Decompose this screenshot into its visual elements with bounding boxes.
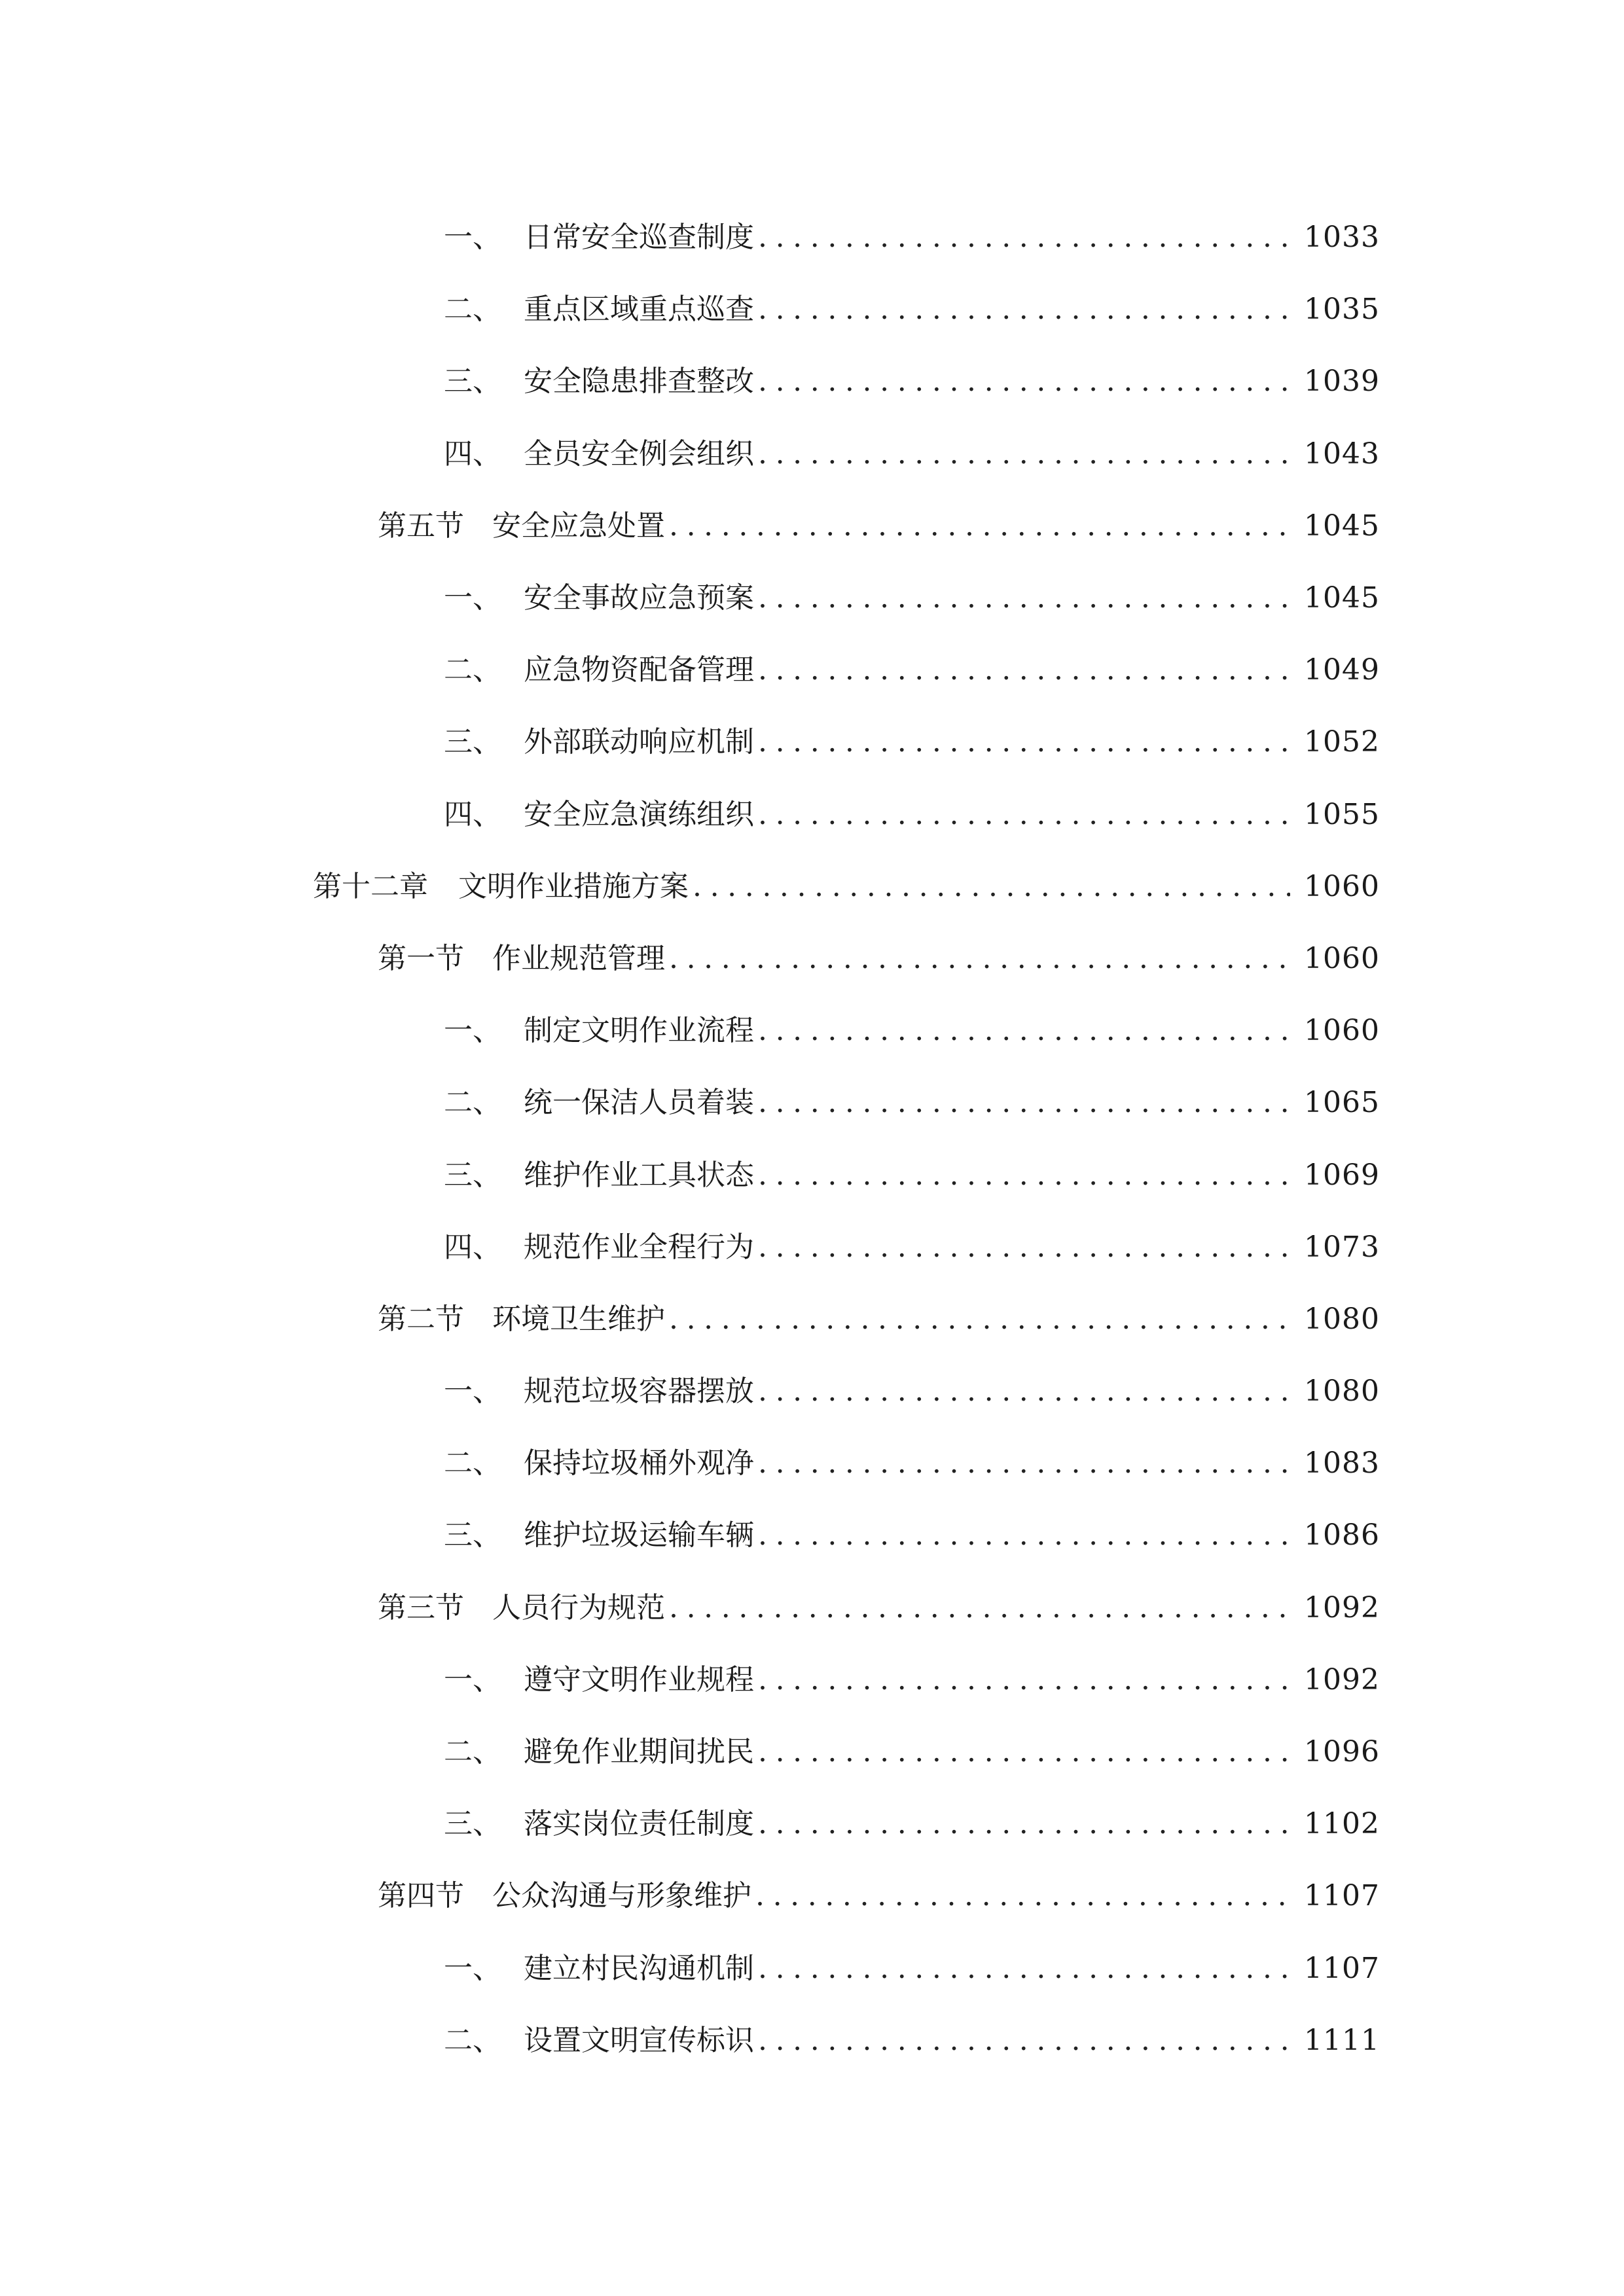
toc-entry-number: 二、 bbox=[444, 653, 501, 687]
toc-entry-item[interactable] bbox=[0, 779, 1624, 851]
toc-entry-title-line bbox=[524, 1086, 1297, 1120]
toc-entry-item[interactable] bbox=[0, 1211, 1624, 1283]
toc-entry-title: 安全应急处置 bbox=[492, 509, 665, 543]
dot-leader bbox=[758, 800, 1290, 829]
dot-leader bbox=[758, 1016, 1290, 1045]
toc-entry-number: 三、 bbox=[444, 365, 501, 399]
toc-entry-number: 二、 bbox=[444, 2023, 501, 2057]
toc-entry-page-number: 1060 bbox=[1304, 869, 1380, 903]
dot-leader bbox=[669, 1594, 1290, 1623]
toc-entry-title: 环境卫生维护 bbox=[492, 1302, 665, 1336]
toc-entry-title: 安全事故应急预案 bbox=[524, 581, 754, 615]
toc-entry-item[interactable] bbox=[0, 1067, 1624, 1139]
toc-entry-page-number: 1092 bbox=[1304, 1662, 1380, 1696]
toc-entry-page-number: 1111 bbox=[1304, 2023, 1380, 2057]
toc-entry-section[interactable] bbox=[0, 1283, 1624, 1355]
toc-entry-title-line bbox=[524, 1158, 1297, 1192]
dot-leader bbox=[758, 295, 1290, 324]
toc-entry-number: 三、 bbox=[444, 725, 501, 759]
toc-entry-page-number: 1096 bbox=[1304, 1735, 1380, 1769]
toc-entry-page-number: 1083 bbox=[1304, 1446, 1380, 1480]
toc-entry-title: 避免作业期间扰民 bbox=[524, 1735, 754, 1769]
toc-entry-chapter[interactable] bbox=[0, 851, 1624, 923]
toc-entry-item[interactable] bbox=[0, 1139, 1624, 1211]
toc-entry-item[interactable] bbox=[0, 995, 1624, 1067]
toc-entry-title: 重点区域重点巡查 bbox=[524, 293, 754, 327]
toc-entry-page-number: 1043 bbox=[1304, 437, 1380, 471]
toc-entry-title: 统一保洁人员着装 bbox=[524, 1086, 754, 1120]
toc-entry-title: 规范作业全程行为 bbox=[524, 1230, 754, 1264]
toc-entry-section[interactable] bbox=[0, 1572, 1624, 1644]
toc-entry-title-line bbox=[524, 725, 1297, 759]
toc-entry-title: 作业规范管理 bbox=[492, 941, 665, 975]
toc-entry-number: 第十二章 bbox=[313, 869, 428, 903]
toc-entry-number: 二、 bbox=[444, 1735, 501, 1769]
toc-entry-title-line bbox=[458, 869, 1297, 903]
toc-entry-item[interactable] bbox=[0, 1716, 1624, 1788]
dot-leader bbox=[758, 656, 1290, 685]
toc-entry-number: 第二节 bbox=[378, 1302, 464, 1336]
toc-entry-title: 维护作业工具状态 bbox=[524, 1158, 754, 1192]
dot-leader bbox=[758, 1161, 1290, 1190]
toc-entry-title-line bbox=[524, 1662, 1297, 1696]
toc-entry-page-number: 1039 bbox=[1304, 365, 1380, 399]
toc-entry-title-line bbox=[524, 1014, 1297, 1048]
toc-entry-page-number: 1107 bbox=[1304, 1951, 1380, 1985]
toc-entry-number: 第五节 bbox=[378, 509, 464, 543]
toc-entry-number: 三、 bbox=[444, 1158, 501, 1192]
toc-entry-title-line bbox=[524, 1230, 1297, 1264]
toc-entry-page-number: 1092 bbox=[1304, 1590, 1380, 1624]
toc-entry-page-number: 1045 bbox=[1304, 581, 1380, 615]
dot-leader bbox=[758, 1810, 1290, 1839]
dot-leader bbox=[758, 223, 1290, 252]
toc-entry-page-number: 1086 bbox=[1304, 1518, 1380, 1552]
toc-entry-item[interactable] bbox=[0, 418, 1624, 490]
dot-leader bbox=[758, 728, 1290, 757]
toc-entry-title-line bbox=[492, 509, 1297, 543]
dot-leader bbox=[758, 1954, 1290, 1983]
toc-entry-number: 第四节 bbox=[378, 1879, 464, 1913]
toc-entry-item[interactable] bbox=[0, 706, 1624, 778]
toc-entry-item[interactable] bbox=[0, 2005, 1624, 2077]
toc-entry-page-number: 1060 bbox=[1304, 941, 1380, 975]
toc-entry-title-line bbox=[492, 941, 1297, 975]
toc-entry-title: 文明作业措施方案 bbox=[458, 869, 689, 903]
toc-entry-title: 安全应急演练组织 bbox=[524, 797, 754, 831]
toc-entry-page-number: 1033 bbox=[1304, 221, 1380, 255]
toc-entry-title-line bbox=[524, 1374, 1297, 1408]
toc-entry-section[interactable] bbox=[0, 923, 1624, 995]
dot-leader bbox=[758, 367, 1290, 396]
dot-leader bbox=[758, 1088, 1290, 1117]
toc-entry-item[interactable] bbox=[0, 274, 1624, 346]
dot-leader bbox=[758, 2026, 1290, 2055]
toc-entry-title: 日常安全巡查制度 bbox=[524, 221, 754, 255]
toc-entry-number: 三、 bbox=[444, 1518, 501, 1552]
toc-entry-number: 一、 bbox=[444, 1662, 501, 1696]
toc-entry-title-line bbox=[524, 293, 1297, 327]
toc-entry-section[interactable] bbox=[0, 1860, 1624, 1932]
toc-entry-title: 应急物资配备管理 bbox=[524, 653, 754, 687]
dot-leader bbox=[758, 1521, 1290, 1550]
dot-leader bbox=[669, 512, 1290, 541]
toc-entry-number: 一、 bbox=[444, 221, 501, 255]
toc-entry-page-number: 1055 bbox=[1304, 797, 1380, 831]
toc-entry-title-line bbox=[524, 437, 1297, 471]
toc-entry-title-line bbox=[524, 1951, 1297, 1985]
toc-entry-page-number: 1049 bbox=[1304, 653, 1380, 687]
toc-entry-item[interactable] bbox=[0, 1788, 1624, 1860]
dot-leader bbox=[758, 1666, 1290, 1695]
toc-entry-page-number: 1080 bbox=[1304, 1302, 1380, 1336]
toc-entry-page-number: 1060 bbox=[1304, 1014, 1380, 1048]
toc-entry-number: 一、 bbox=[444, 1014, 501, 1048]
toc-entry-title-line bbox=[524, 1446, 1297, 1480]
dot-leader bbox=[758, 584, 1290, 613]
toc-entry-title-line bbox=[524, 1735, 1297, 1769]
toc-entry-item[interactable] bbox=[0, 202, 1624, 274]
toc-entry-number: 二、 bbox=[444, 1446, 501, 1480]
toc-entry-page-number: 1102 bbox=[1304, 1807, 1380, 1841]
toc-entry-item[interactable] bbox=[0, 346, 1624, 418]
toc-entry-title-line bbox=[524, 653, 1297, 687]
toc-entry-number: 四、 bbox=[444, 797, 501, 831]
toc-entry-page-number: 1035 bbox=[1304, 293, 1380, 327]
toc-entry-number: 一、 bbox=[444, 1374, 501, 1408]
toc-entry-page-number: 1080 bbox=[1304, 1374, 1380, 1408]
toc-entry-title: 维护垃圾运输车辆 bbox=[524, 1518, 754, 1552]
toc-entry-title-line bbox=[524, 797, 1297, 831]
dot-leader bbox=[758, 1233, 1290, 1262]
dot-leader bbox=[669, 1305, 1290, 1334]
toc-entry-page-number: 1065 bbox=[1304, 1086, 1380, 1120]
toc-entry-title-line bbox=[492, 1302, 1297, 1336]
toc-entry-title-line bbox=[524, 2023, 1297, 2057]
toc-entry-title: 外部联动响应机制 bbox=[524, 725, 754, 759]
table-of-contents bbox=[0, 202, 1624, 2077]
toc-entry-section[interactable] bbox=[0, 490, 1624, 562]
toc-entry-title: 落实岗位责任制度 bbox=[524, 1807, 754, 1841]
toc-entry-title-line bbox=[524, 365, 1297, 399]
toc-entry-title-line bbox=[524, 221, 1297, 255]
toc-entry-number: 第一节 bbox=[378, 941, 464, 975]
toc-entry-title: 保持垃圾桶外观净 bbox=[524, 1446, 754, 1480]
toc-entry-item[interactable] bbox=[0, 1499, 1624, 1571]
dot-leader bbox=[758, 1738, 1290, 1767]
toc-entry-title: 建立村民沟通机制 bbox=[524, 1951, 754, 1985]
dot-leader bbox=[758, 1377, 1290, 1406]
dot-leader bbox=[758, 440, 1290, 469]
toc-entry-page-number: 1045 bbox=[1304, 509, 1380, 543]
toc-entry-title: 公众沟通与形象维护 bbox=[492, 1879, 751, 1913]
toc-entry-item[interactable] bbox=[0, 1427, 1624, 1499]
toc-entry-title-line bbox=[492, 1590, 1297, 1624]
toc-entry-title-line bbox=[524, 1518, 1297, 1552]
toc-entry-page-number: 1073 bbox=[1304, 1230, 1380, 1264]
toc-entry-number: 一、 bbox=[444, 1951, 501, 1985]
toc-entry-title: 人员行为规范 bbox=[492, 1590, 665, 1624]
toc-entry-title-line bbox=[492, 1879, 1297, 1913]
toc-entry-number: 三、 bbox=[444, 1807, 501, 1841]
toc-entry-item[interactable] bbox=[0, 634, 1624, 706]
toc-entry-item[interactable] bbox=[0, 1644, 1624, 1716]
toc-entry-title: 设置文明宣传标识 bbox=[524, 2023, 754, 2057]
toc-entry-number: 二、 bbox=[444, 1086, 501, 1120]
toc-entry-title: 遵守文明作业规程 bbox=[524, 1662, 754, 1696]
toc-entry-number: 四、 bbox=[444, 437, 501, 471]
toc-entry-title-line bbox=[524, 1807, 1297, 1841]
dot-leader bbox=[669, 944, 1290, 973]
toc-entry-page-number: 1069 bbox=[1304, 1158, 1380, 1192]
toc-entry-number: 第三节 bbox=[378, 1590, 464, 1624]
toc-entry-title: 制定文明作业流程 bbox=[524, 1014, 754, 1048]
toc-entry-title-line bbox=[524, 581, 1297, 615]
toc-entry-number: 一、 bbox=[444, 581, 501, 615]
toc-entry-title: 规范垃圾容器摆放 bbox=[524, 1374, 754, 1408]
toc-entry-page-number: 1107 bbox=[1304, 1879, 1380, 1913]
dot-leader bbox=[693, 872, 1290, 901]
toc-entry-title: 全员安全例会组织 bbox=[524, 437, 754, 471]
toc-entry-number: 二、 bbox=[444, 293, 501, 327]
toc-entry-item[interactable] bbox=[0, 1933, 1624, 2005]
toc-entry-number: 四、 bbox=[444, 1230, 501, 1264]
dot-leader bbox=[758, 1449, 1290, 1478]
toc-entry-title: 安全隐患排查整改 bbox=[524, 365, 754, 399]
dot-leader bbox=[755, 1882, 1290, 1910]
toc-entry-item[interactable] bbox=[0, 562, 1624, 634]
toc-entry-page-number: 1052 bbox=[1304, 725, 1380, 759]
toc-entry-item[interactable] bbox=[0, 1355, 1624, 1427]
